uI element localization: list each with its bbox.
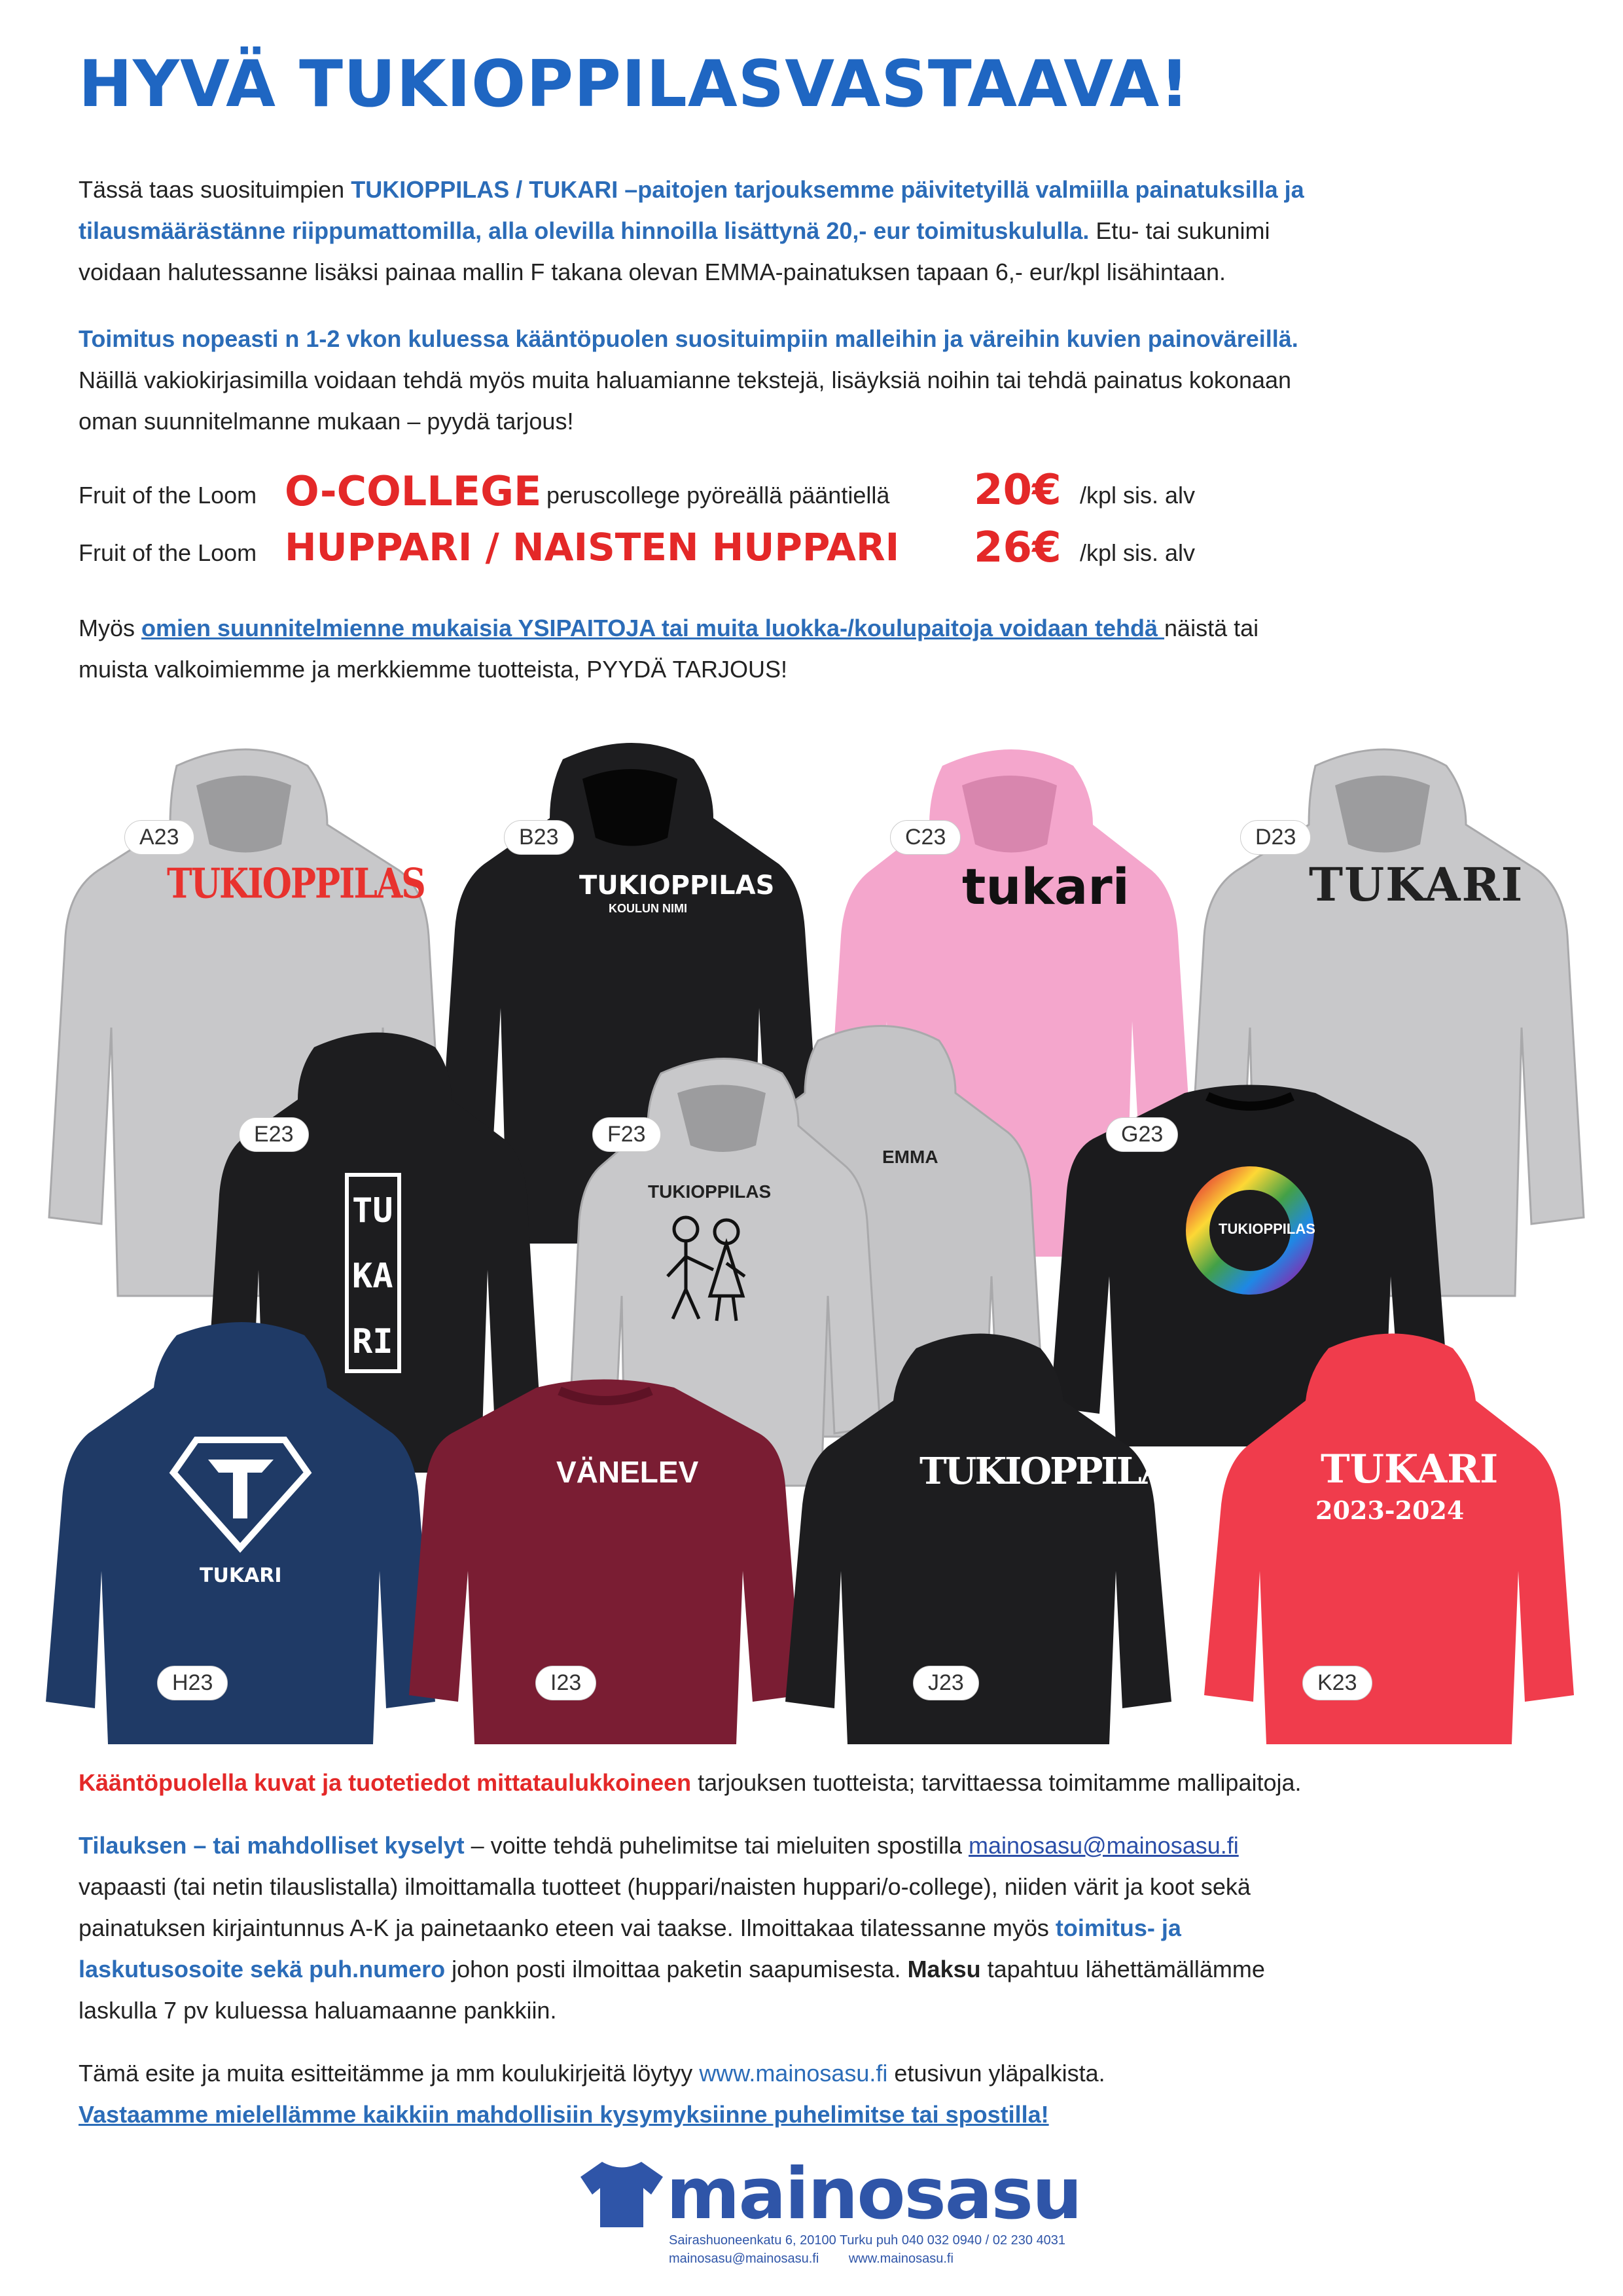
e23-line-1: TU: [352, 1191, 393, 1230]
code-badge-f23: F23: [592, 1117, 661, 1152]
e23-print: [352, 1178, 393, 1374]
product-name: O-COLLEGE: [285, 467, 542, 515]
code-badge-b23: B23: [504, 820, 574, 855]
f23-back-print: EMMA: [882, 1147, 938, 1167]
address-highlight-2: laskutusosoite sekä puh.numero: [79, 1956, 446, 1982]
order-text-2: vapaasti (tai netin tilauslistalla) ilmoittamalla tuotteet (huppari/naisten huppari/o-college), niiden värit ja koot sekä: [79, 1873, 1251, 1900]
intro-text: Tässä taas suosituimpien: [79, 176, 351, 203]
bottom-paragraph-1: [79, 1762, 1558, 1803]
g23-print: TUKIOPPILAS: [1219, 1221, 1315, 1237]
brand-label: Fruit of the Loom: [79, 539, 257, 566]
b23-print: TUKIOPPILAS: [579, 870, 775, 901]
h23-print: TUKARI: [200, 1564, 282, 1587]
order-text-3: painatuksen kirjaintunnus A-K ja painetaanko eteen vai taakse. Ilmoittakaa tilatessanne myös: [79, 1914, 1056, 1941]
intro-paragraph-2: [79, 318, 1558, 442]
intro-highlight-2: tilausmäärästänne riippumattomilla, alla olevilla hinnoilla lisättynä 20,- eur toimituskululla.: [79, 217, 1090, 244]
brand-label: Fruit of the Loom: [79, 482, 257, 509]
payment-label: Maksu: [907, 1956, 981, 1982]
footer-address: Sairashuoneenkatu 6, 20100 Turku puh 040 032 0940 / 02 230 4031: [669, 2233, 1066, 2248]
e23-line-2: KA: [352, 1257, 393, 1296]
code-badge-e23: E23: [239, 1117, 309, 1152]
brand-logo: mainosasu: [666, 2153, 1081, 2235]
contact-invite: Vastaamme mielellämme kaikkiin mahdollisiin kysymyksiinne puhelimitse tai spostilla!: [79, 2101, 1049, 2128]
code-badge-i23: I23: [535, 1666, 596, 1700]
code-badge-g23: G23: [1106, 1117, 1178, 1152]
order-text-5: tapahtuu lähettämällämme: [980, 1956, 1265, 1982]
intro-paragraph-1: [79, 169, 1558, 293]
page-title: HYVÄ TUKIOPPILASVASTAAVA!: [79, 47, 1190, 122]
email-link[interactable]: mainosasu@mainosasu.fi: [969, 1832, 1239, 1859]
website-text-2: etusivun yläpalkista.: [887, 2060, 1105, 2087]
bottom-paragraph-2: [79, 1825, 1558, 2031]
order-highlight: Tilauksen – tai mahdolliset kyselyt: [79, 1832, 465, 1859]
price-unit: /kpl sis. alv: [1080, 539, 1196, 566]
b23-print-sub: KOULUN NIMI: [609, 902, 687, 915]
code-badge-c23: C23: [890, 820, 961, 855]
order-text-6: laskulla 7 pv kuluessa haluamaanne pankkiin.: [79, 1997, 557, 2024]
intro-highlight: TUKIOPPILAS / TUKARI –paitojen tarjouksemme päivitetyillä valmiilla painatuksilla ja: [351, 176, 1304, 203]
address-highlight: toimitus- ja: [1055, 1914, 1181, 1941]
price-value: 20€: [974, 466, 1061, 514]
e23-line-3: RI: [352, 1322, 393, 1361]
custom-text-2: näistä tai: [1164, 615, 1259, 641]
delivery-text: Näillä vakiokirjasimilla voidaan tehdä myös muita haluamianne tekstejä, lisäyksiä noihin tai tehdä painatus kokonaan: [79, 367, 1292, 393]
code-badge-a23: A23: [124, 820, 194, 855]
intro-text-2: Etu- tai sukunimi: [1089, 217, 1270, 244]
k23-print-sub: 2023-2024: [1315, 1496, 1465, 1525]
custom-paragraph: [79, 607, 1558, 690]
code-badge-j23: J23: [913, 1666, 979, 1700]
intro-text-3: voidaan halutessanne lisäksi painaa mallin F takana olevan EMMA-painatuksen tapaan 6,- eur/kpl lisähintaan.: [79, 259, 1226, 285]
footer-contacts: [669, 2251, 954, 2267]
c23-print: tukari: [962, 857, 1130, 916]
code-badge-h23: H23: [157, 1666, 228, 1700]
delivery-highlight: Toimitus nopeasti n 1-2 vkon kuluessa kääntöpuolen suosituimpiin malleihin ja väreihin kuvien painoväreillä.: [79, 325, 1298, 352]
custom-text: Myös: [79, 615, 142, 641]
order-text: – voitte tehdä puhelimitse tai mieluiten spostilla: [464, 1832, 969, 1859]
d23-print: TUKARI: [1309, 857, 1524, 912]
k23-print: TUKARI: [1321, 1446, 1499, 1492]
f23-print: TUKIOPPILAS: [648, 1181, 772, 1202]
website-text: Tämä esite ja muita esitteitämme ja mm koulukirjeitä löytyy: [79, 2060, 700, 2087]
website-link[interactable]: www.mainosasu.fi: [699, 2060, 888, 2087]
custom-text-3: muista valkoimiemme ja merkkiemme tuotteista, PYYDÄ TARJOUS!: [79, 656, 787, 683]
delivery-text-2: oman suunnitelmanne mukaan – pyydä tarjous!: [79, 408, 574, 435]
backside-highlight: Kääntöpuolella kuvat ja tuotetiedot mittataulukkoineen: [79, 1769, 692, 1796]
j23-print: TUKIOPPILAS: [919, 1450, 1191, 1493]
order-text-4: johon posti ilmoittaa paketin saapumisesta.: [445, 1956, 908, 1982]
i23-print: VÄNELEV: [556, 1455, 699, 1489]
product-desc: peruscollege pyöreällä pääntiellä: [546, 482, 890, 509]
price-unit: /kpl sis. alv: [1080, 482, 1196, 509]
code-badge-d23: D23: [1240, 820, 1311, 855]
a23-print: TUKIOPPILAS: [167, 859, 425, 908]
product-name: HUPPARI / NAISTEN HUPPARI: [285, 525, 900, 569]
price-value: 26€: [974, 524, 1061, 572]
tshirt-logo-icon: [579, 2159, 664, 2231]
code-badge-k23: K23: [1302, 1666, 1372, 1700]
footer-email[interactable]: mainosasu@mainosasu.fi: [669, 2251, 819, 2266]
bottom-paragraph-3: [79, 2053, 1558, 2135]
footer-web[interactable]: www.mainosasu.fi: [848, 2251, 954, 2266]
backside-text: tarjouksen tuotteista; tarvittaessa toimitamme mallipaitoja.: [691, 1769, 1302, 1796]
sweatshirt-i23[interactable]: [409, 1380, 802, 1745]
custom-link[interactable]: omien suunnitelmienne mukaisia YSIPAITOJA tai muita luokka-/koulupaitoja voidaan tehdä: [141, 615, 1165, 641]
